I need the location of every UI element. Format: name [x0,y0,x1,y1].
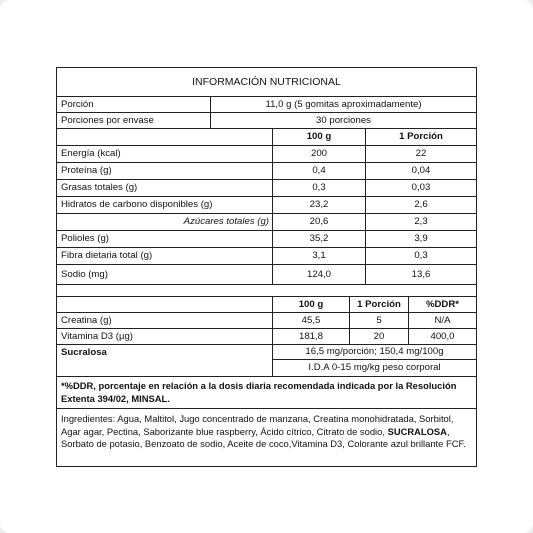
nutrient-per100: 3,1 [272,248,365,264]
supp-header-portion: 1 Porción [349,297,408,312]
supp-name: Vitamina D3 (µg) [61,330,133,342]
supp-header-100g: 100 g [272,297,349,312]
panel-title: INFORMACIÓN NUTRICIONAL [192,75,341,88]
portion-label: Porción [61,98,94,110]
nutrient-row [57,163,476,180]
nutrient-name: Grasas totales (g) [61,182,138,194]
nutrient-name: Energía (kcal) [61,148,121,160]
nutrient-name: Fibra dietaria total (g) [61,250,153,262]
ingredients-row [57,409,476,467]
servings-row [57,113,476,129]
nutrition-facts-panel [56,67,477,467]
nutrient-row [57,265,476,285]
supp-perportion: 20 [349,329,408,344]
ingredients-label: Ingredientes: [61,413,116,424]
nutrient-name: Proteína (g) [61,165,112,177]
nutrient-header-row [57,129,476,146]
supplement-row [57,313,476,329]
servings-label: Porciones por envase [61,114,154,126]
header-blank [57,129,272,145]
portion-row [57,97,476,113]
nutrient-name: Hidratos de carbono disponibles (g) [61,199,213,211]
spacer-row [57,285,476,297]
nutrient-per100: 0,3 [272,180,365,196]
nutrient-name: Polioles (g) [61,233,109,245]
sucralose-label: Sucralosa [61,347,107,358]
nutrient-perportion: 2,3 [365,214,476,230]
sucralose-value: 16,5 mg/porción; 150,4 mg/100g [273,345,476,360]
sucralose-row [57,345,476,377]
supp-ddr: N/A [408,313,476,328]
nutrient-per100: 124,0 [272,265,365,284]
nutrient-per100: 0,4 [272,163,365,179]
nutrient-name: Azúcares totales (g) [183,216,269,228]
nutrient-perportion: 2,6 [365,197,476,213]
supp-name: Creatina (g) [61,314,112,326]
nutrient-perportion: 0,03 [365,180,476,196]
nutrient-perportion: 3,9 [365,231,476,247]
header-100g: 100 g [272,129,365,145]
nutrient-row [57,248,476,265]
nutrient-per100: 20,6 [272,214,365,230]
supp-header-ddr: %DDR* [408,297,476,312]
sucralose-values [272,345,476,376]
nutrient-perportion: 0,3 [365,248,476,264]
nutrient-per100: 200 [272,146,365,162]
nutrient-perportion: 0,04 [365,163,476,179]
nutrient-perportion: 13,6 [365,265,476,284]
supp-perportion: 5 [349,313,408,328]
sucralose-ida: I.D.A 0-15 mg/kg peso corporal [308,362,441,374]
ingredients-list-part2: , Sorbato de potasio, Benzoato de sodio, Aceite de coco,Vitamina D3, Colorante azul brillante FCF. [61,425,466,449]
ddr-note-row [57,377,476,409]
nutrient-perportion: 22 [365,146,476,162]
supp-header-blank [57,297,272,312]
ddr-note: *%DDR, porcentaje en relación a la dosis diaria recomendada indicada por la Resolución Extenta 394/02, MINSAL. [61,380,457,404]
ingredients-list-part1: Agua, Maltitol, Jugo concentrado de manzana, Creatina monohidratada, Sorbitol, Agar agar, Pectina, Saborizante blue raspberry, Ácido cítrico, Citrato de sodio, [61,413,454,437]
supp-per100: 181,8 [272,329,349,344]
ingredients-text [61,413,472,451]
nutrient-row [57,146,476,163]
nutrient-row [57,180,476,197]
supp-per100: 45,5 [272,313,349,328]
supp-ddr: 400,0 [408,329,476,344]
header-portion: 1 Porción [365,129,476,145]
nutrient-per100: 23,2 [272,197,365,213]
portion-value: 11,0 g (5 gomitas aproximadamente) [210,97,476,112]
nutrient-row [57,197,476,214]
servings-value: 30 porciones [210,113,476,128]
ingredients-highlight: SUCRALOSA [387,425,447,437]
nutrient-name: Sodio (mg) [61,268,108,280]
supplement-row [57,329,476,345]
supplement-header-row [57,297,476,313]
title-row [57,68,476,97]
nutrient-row [57,214,476,231]
nutrient-per100: 35,2 [272,231,365,247]
nutrient-row [57,231,476,248]
